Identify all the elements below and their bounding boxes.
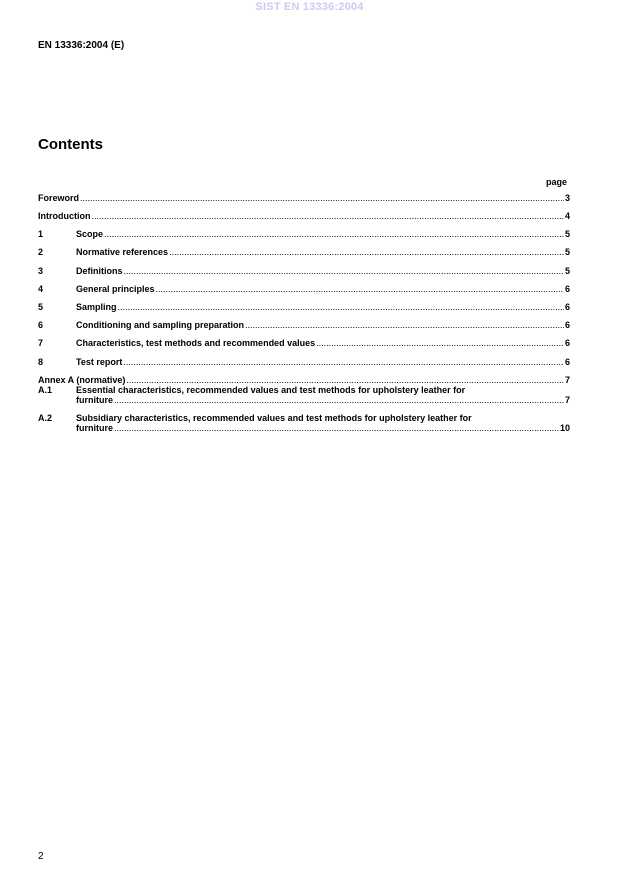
contents-title: Contents [38, 136, 103, 153]
toc-entry-page: 7 [564, 375, 570, 385]
toc-entry-number: A.2 [38, 413, 53, 423]
toc-entry-number: A.1 [38, 385, 53, 395]
toc-entry-title: Essential characteristics, recommended values and test methods for upholstery leather for [76, 385, 466, 395]
toc-entry-page: 5 [564, 266, 570, 276]
toc-entry-title: Normative references [76, 247, 169, 257]
toc-entry-line [38, 423, 570, 433]
toc-entry-annex-a2[interactable] [38, 413, 570, 433]
toc-entry-page: 6 [564, 320, 570, 330]
toc-entry-characteristics[interactable] [38, 338, 570, 348]
toc-entry-line [38, 413, 570, 423]
toc-entry-title: Subsidiary characteristics, recommended values and test methods for upholstery leather for [76, 413, 472, 423]
toc-entry-number: 4 [38, 284, 44, 294]
toc-entry-foreword[interactable] [38, 193, 570, 203]
toc-leader-dots [169, 247, 564, 257]
page-column-label: page [545, 177, 567, 187]
toc-entry-number: 7 [38, 338, 44, 348]
toc-entry-page: 3 [564, 193, 570, 203]
toc-entry-line [38, 395, 570, 405]
toc-entry-title: Characteristics, test methods and recommended values [76, 338, 316, 348]
toc-leader-dots [123, 357, 564, 367]
toc-entry-test-report[interactable] [38, 357, 570, 367]
toc-entry-normative-references[interactable] [38, 247, 570, 257]
toc-leader-dots [104, 229, 564, 239]
toc-entry-page: 5 [564, 247, 570, 257]
toc-entry-page: 5 [564, 229, 570, 239]
toc-entry-page: 4 [564, 211, 570, 221]
toc-entry-scope[interactable] [38, 229, 570, 239]
toc-entry-number: 3 [38, 266, 44, 276]
toc-leader-dots [316, 338, 564, 348]
toc-entry-line [38, 385, 570, 395]
toc-entry-page: 10 [559, 423, 570, 433]
toc-entry-page: 6 [564, 284, 570, 294]
toc-entry-title: Foreword [38, 193, 80, 203]
toc-entry-title: Introduction [38, 211, 91, 221]
toc-leader-dots [114, 423, 559, 433]
toc-leader-dots [245, 320, 564, 330]
toc-entry-title: Sampling [76, 302, 117, 312]
toc-entry-number: 5 [38, 302, 44, 312]
toc-entry-title: Scope [76, 229, 104, 239]
toc-leader-dots [114, 395, 564, 405]
toc-entry-annex-a[interactable] [38, 375, 570, 385]
toc-leader-dots [92, 211, 564, 221]
toc-entry-title: Conditioning and sampling preparation [76, 320, 244, 330]
toc-entry-title: Annex A (normative) [38, 375, 126, 385]
toc-entry-title-continued: furniture [76, 423, 113, 433]
toc-entry-title: Definitions [76, 266, 123, 276]
watermark: SIST EN 13336:2004 [255, 1, 364, 13]
toc-entry-number: 6 [38, 320, 44, 330]
toc-leader-dots [80, 193, 564, 203]
toc-entry-number: 2 [38, 247, 44, 257]
toc-entry-number: 8 [38, 357, 44, 367]
toc-entry-page: 6 [564, 302, 570, 312]
toc-leader-dots [118, 302, 564, 312]
document-id: EN 13336:2004 (E) [38, 40, 125, 51]
toc-entry-number: 1 [38, 229, 44, 239]
toc-entry-general-principles[interactable] [38, 284, 570, 294]
toc-entry-definitions[interactable] [38, 266, 570, 276]
toc-leader-dots [126, 375, 564, 385]
toc-entry-title-continued: furniture [76, 395, 113, 405]
page-number: 2 [38, 851, 44, 862]
toc-entry-title: General principles [76, 284, 155, 294]
toc-entry-annex-a1[interactable] [38, 385, 570, 405]
toc-entry-page: 6 [564, 357, 570, 367]
toc-entry-conditioning[interactable] [38, 320, 570, 330]
toc-entry-sampling[interactable] [38, 302, 570, 312]
toc-leader-dots [124, 266, 564, 276]
toc-entry-page: 6 [564, 338, 570, 348]
toc-entry-introduction[interactable] [38, 211, 570, 221]
toc-entry-title: Test report [76, 357, 123, 367]
toc-entry-page: 7 [564, 395, 570, 405]
toc-leader-dots [156, 284, 564, 294]
